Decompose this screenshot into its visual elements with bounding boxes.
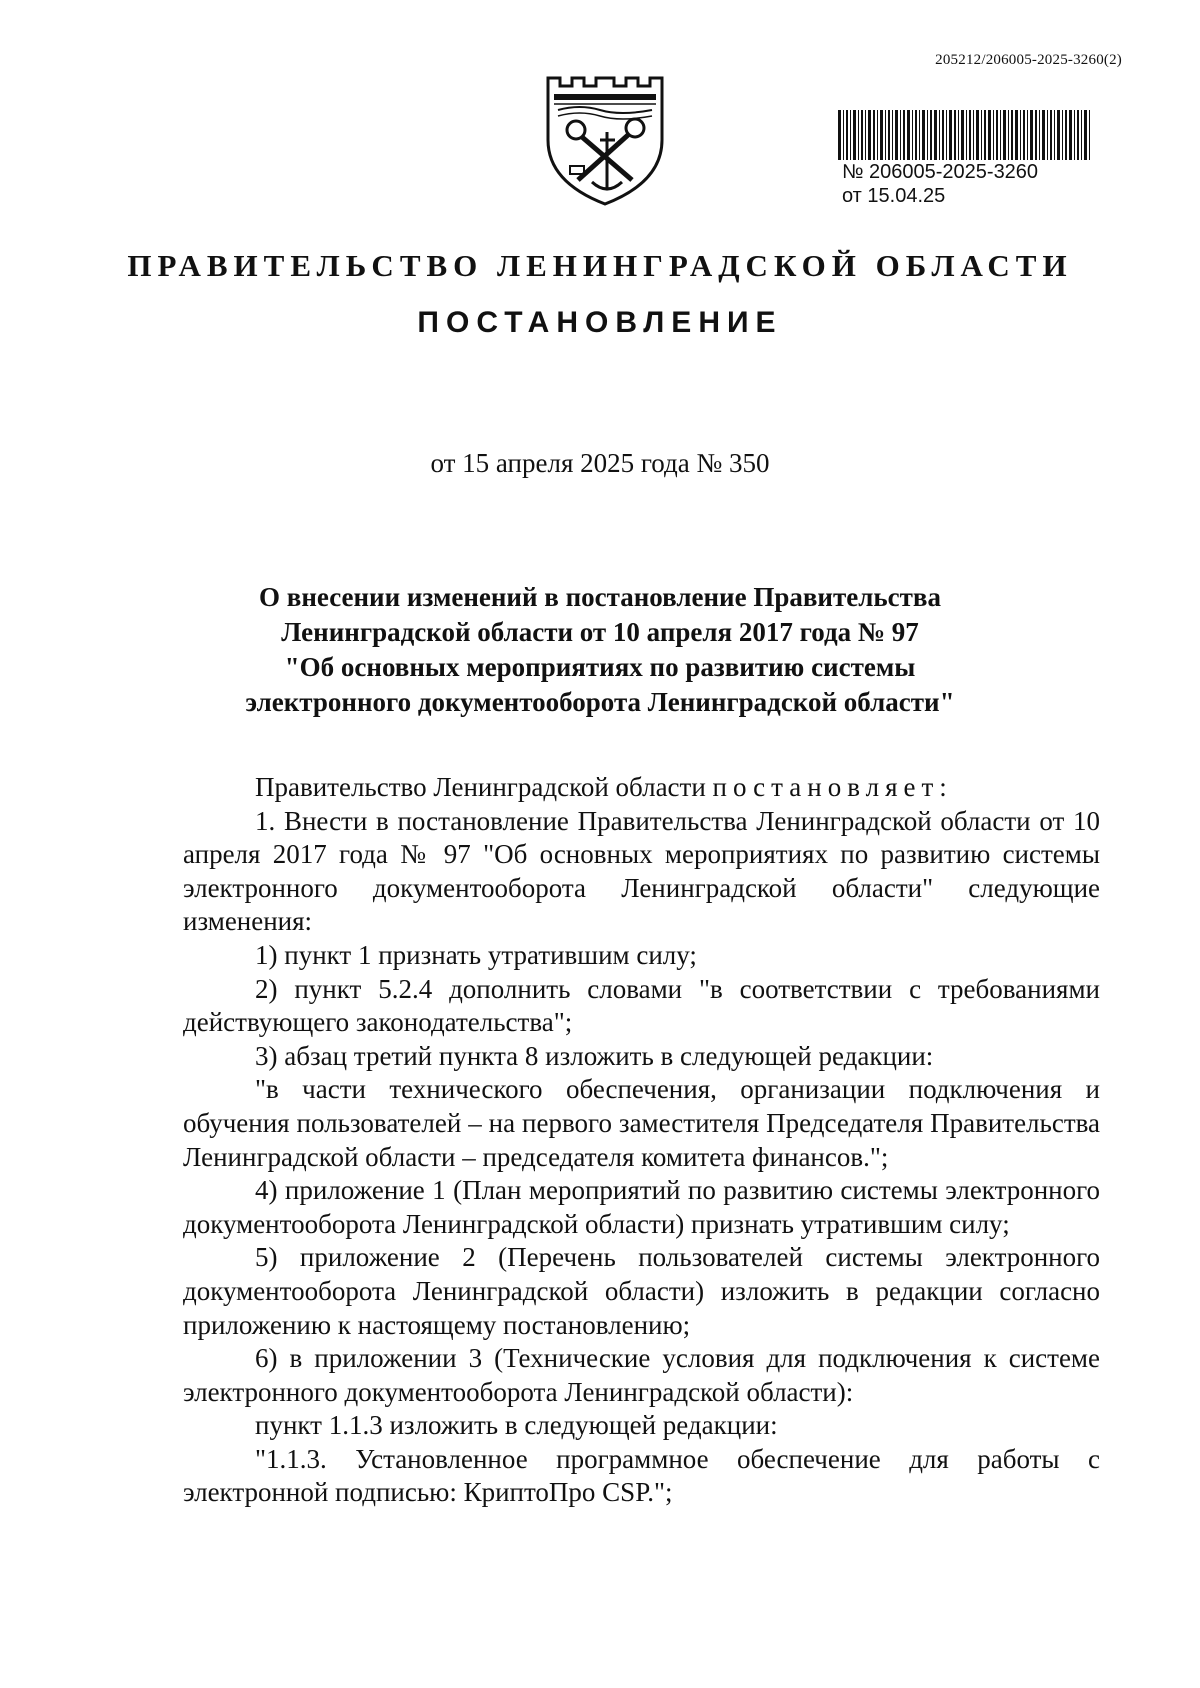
document-subject (180, 580, 1020, 720)
document-body (183, 771, 1100, 1510)
document-reference-number: 205212/206005-2025-3260(2) (935, 52, 1122, 68)
subject-line: "Об основных мероприятиях по развитию системы (284, 652, 916, 682)
body-paragraph: 4) приложение 1 (План мероприятий по развитию системы электронного документооборота Ленинградской области) признать утратившим силу; (183, 1175, 1100, 1239)
body-paragraph: 3) абзац третий пункта 8 изложить в следующей редакции: (255, 1040, 934, 1071)
body-paragraph: пункт 1.1.3 изложить в следующей редакции: (255, 1410, 778, 1441)
body-paragraph: "1.1.3. Установленное программное обеспечение для работы с электронной подписью: КриптоПро CSP."; (183, 1443, 1100, 1508)
government-name: ПРАВИТЕЛЬСТВО ЛЕНИНГРАДСКОЙ ОБЛАСТИ (127, 248, 1073, 283)
body-paragraph: 1) пункт 1 признать утратившим силу; (255, 939, 697, 970)
body-paragraph: 6) в приложении 3 (Технические условия для подключения к системе электронного документооборота Ленинградской области): (183, 1343, 1100, 1407)
intro-paragraph (183, 771, 1100, 805)
body-paragraph: 2) пункт 5.2.4 дополнить словами "в соответствии с требованиями действующего законодательства"; (183, 973, 1100, 1038)
intro-subject: Правительство Ленинградской области (255, 772, 713, 802)
subject-line: электронного документооборота Ленинградской области" (245, 687, 955, 717)
subject-line: О внесении изменений в постановление Правительства (259, 582, 941, 612)
coat-of-arms-emblem (540, 70, 670, 210)
document-date-number: от 15 апреля 2025 года № 350 (430, 448, 770, 478)
document-type: ПОСТАНОВЛЕНИЕ (417, 306, 783, 339)
body-paragraph: 5) приложение 2 (Перечень пользователей системы электронного документооборота Ленинградской области) изложить в редакции согласно приложению к настоящему постановлению; (183, 1242, 1100, 1340)
registration-number: № 206005-2025-3260 (842, 161, 1039, 183)
registration-date: от 15.04.25 (842, 185, 946, 207)
intro-verb: постановляет: (712, 772, 953, 802)
body-paragraph: "в части технического обеспечения, организации подключения и обучения пользователей – на первого заместителя Председателя Правительства Ленинградской области – председателя комитета финансов."; (183, 1074, 1100, 1172)
registration-block (838, 110, 1098, 208)
body-paragraph: 1. Внести в постановление Правительства Ленинградской области от 10 апреля 2017 года № 97 "Об основных мероприятиях по развитию системы электронного документооборота Ленинградской области" следующие изменения: (183, 805, 1100, 937)
subject-line: Ленинградской области от 10 апреля 2017 года № 97 (281, 617, 919, 647)
barcode (838, 110, 1090, 160)
